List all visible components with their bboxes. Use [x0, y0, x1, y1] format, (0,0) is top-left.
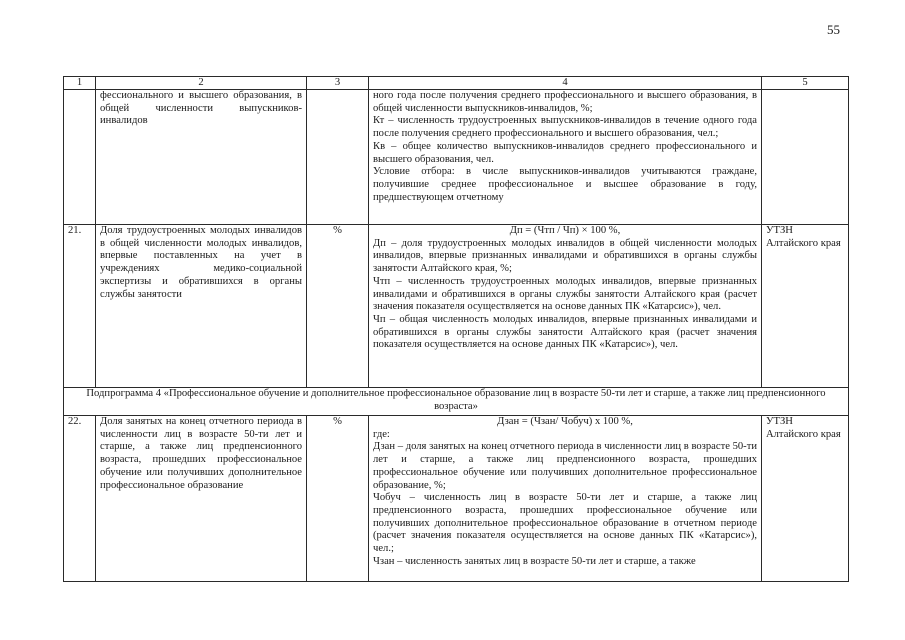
method-line: Дзан – доля занятых на конец отчетного периода в численности лиц в возрасте 50-ти лет и старше, а также лиц предпенсионного возраста, прошедших профессиональное обучение или получивших дополнительное профессиональное образование, %;: [373, 441, 757, 491]
indicator-unit: %: [307, 225, 369, 388]
method-line: Дп – доля трудоустроенных молодых инвалидов в общей численности молодых инвалидов, впервые признанных инвалидами и обратившихся в органы службы занятости Алтайского края, %;: [373, 237, 757, 275]
table-row: [64, 416, 849, 582]
column-header: 4: [369, 77, 762, 90]
method-line: Условие отбора: в числе выпускников-инвалидов учитываются граждане, получившие среднее профессиональное и высшее образование в году, предшествующем отчетному: [373, 166, 757, 203]
indicator-unit: %: [307, 416, 369, 582]
column-header: 3: [307, 77, 369, 90]
data-source: УТЗН Алтайского края: [762, 225, 849, 388]
formula: Дзан = (Чзан/ Чобуч) х 100 %,: [497, 416, 633, 427]
subprogram-title: Подпрограмма 4 «Профессиональное обучение и дополнительное профессиональное образование лиц в возрасте 50-ти лет и старше, а также лиц предпенсионного возраста»: [64, 388, 849, 416]
page-number: 55: [827, 22, 840, 37]
method-line: Чп – общая численность молодых инвалидов, впервые признанных инвалидами и обратившихся в органы службы занятости Алтайского края (расчет значения показателя осуществляется на основе данных ПК «Катарсис»), чел.: [373, 313, 757, 351]
method-line: Чтп – численность трудоустроенных молодых инвалидов, впервые признанных инвалидами и обратившихся в органы службы занятости Алтайского края (расчет значения показателя осуществляется на основе данных ПК «Катарсис»), чел.: [373, 275, 757, 313]
calculation-method: [369, 225, 762, 388]
column-header: 5: [762, 77, 849, 90]
method-line: где:: [373, 428, 390, 440]
data-source: [762, 90, 849, 225]
indicators-table: [63, 76, 849, 582]
formula: Дп = (Чтп / Чп) × 100 %,: [509, 225, 621, 236]
calculation-method: [369, 416, 762, 582]
data-source: УТЗН Алтайского края: [762, 416, 849, 582]
column-header: 2: [96, 77, 307, 90]
subprogram-row: [64, 388, 849, 416]
indicator-name: фессионального и высшего образования, в общей численности выпускников-инвалидов: [96, 90, 307, 225]
method-line: Чзан – численность занятых лиц в возрасте 50-ти лет и старше, а также: [373, 555, 696, 567]
table-row: [64, 90, 849, 225]
table-row: [64, 225, 849, 388]
method-line: Кв – общее количество выпускников-инвалидов среднего профессионального и высшего образования, чел.: [373, 140, 757, 165]
indicator-name: Доля занятых на конец отчетного периода в численности лиц в возрасте 50-ти лет и старше, а также лиц предпенсионного возраста, прошедших профессиональное обучение или получивших дополнительное профессиональное образование: [96, 416, 307, 582]
method-line: Чобуч – численность лиц в возрасте 50-ти лет и старше, а также лиц предпенсионного возраста, прошедших профессиональное обучение или получивших дополнительное профессиональное образование в отчетном периоде (расчет значения показателя осуществляется на основе данных ПК «Катарсис»), чел.;: [373, 492, 757, 555]
column-number-row: [64, 77, 849, 90]
row-number: [64, 90, 96, 225]
indicator-unit: [307, 90, 369, 225]
indicator-name: Доля трудоустроенных молодых инвалидов в общей численности молодых инвалидов, впервые поставленных на учет в учреждениях медико-социальной экспертизы и обратившихся в органы службы занятости: [96, 225, 307, 388]
method-line: Кт – численность трудоустроенных выпускников-инвалидов в течение одного года после получения среднего профессионального и высшего образования, чел.;: [373, 115, 757, 140]
calculation-method: [369, 90, 762, 225]
method-line: ного года после получения среднего профессионального и высшего образования, в общей численности выпускников-инвалидов, %;: [373, 90, 757, 114]
column-header: 1: [64, 77, 96, 90]
row-number: 22.: [64, 416, 96, 582]
row-number: 21.: [64, 225, 96, 388]
